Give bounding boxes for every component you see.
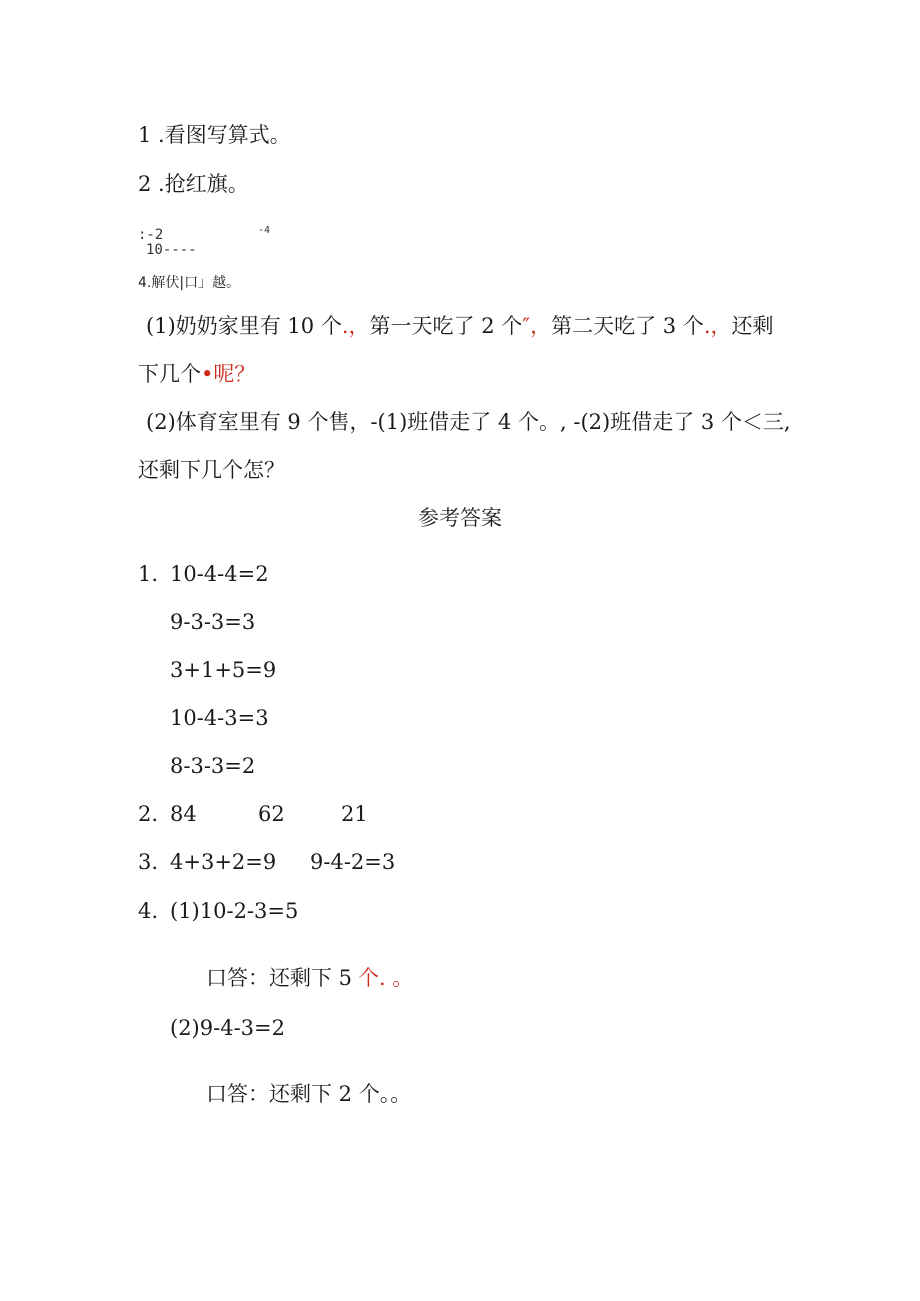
problem-1-text-g: 还剩 (731, 314, 774, 338)
answer-4-part-1-reply-mark: 个. 。 (358, 966, 414, 990)
answer-1-item: 3+1+5=9 (170, 658, 277, 682)
problem-1-text-a: (1)奶奶家里有 10 个 (146, 314, 342, 338)
answer-heading: 参考答案 (418, 506, 502, 530)
problem-1-line-1 (146, 312, 774, 340)
answer-4-part-2: (2)9-4-3=2 (170, 1016, 285, 1040)
problem-2-line-2: 还剩下几个怎？ (138, 458, 285, 482)
question-3-row-2: 10---- (146, 242, 197, 258)
question-3-row-1: :-2 (138, 227, 164, 243)
question-3-superscript: -4 (258, 225, 271, 236)
answer-1-item: 9-3-3=3 (170, 610, 256, 634)
question-2: 2 .抢红旗。 (138, 172, 249, 196)
problem-1-mark-line2b: •呢？ (201, 362, 256, 386)
answer-1-item: 10-4-3=3 (170, 706, 269, 730)
answer-2-item: 62 (258, 802, 285, 826)
problem-1-line-2 (138, 360, 255, 388)
answer-4-part-1-reply-text: 口答：还剩下 5 (206, 966, 353, 990)
question-1: 1 .看图写算式。 (138, 123, 291, 147)
answer-1-item: 8-3-3=2 (170, 754, 256, 778)
problem-1-text-e: 第二天吃了 3 个 (551, 314, 704, 338)
problem-2-line-1: (2)体育室里有 9 个售，-(1)班借走了 4 个。, -(2)班借走了 3 个＜三, (146, 410, 791, 434)
problem-1-mark-d: ″， (522, 314, 552, 338)
answer-4-number: 4. (138, 899, 159, 923)
answer-1-item: 10-4-4=2 (170, 562, 269, 586)
answer-2-item: 21 (341, 802, 368, 826)
answer-4-part-1: (1)10-2-3=5 (170, 899, 299, 923)
answer-2-item: 84 (170, 802, 197, 826)
answer-2-number: 2. (138, 802, 159, 826)
answer-4-part-1-reply (206, 964, 413, 992)
answer-4-part-2-reply: 口答：还剩下 2 个。。 (206, 1082, 412, 1106)
answer-3-item: 9-4-2=3 (310, 850, 396, 874)
problem-1-text-c: 第一天吃了 2 个 (369, 314, 523, 338)
answer-1-number: 1. (138, 562, 159, 586)
problem-1-text-line2a: 下几个 (138, 362, 201, 386)
answer-3-item: 4+3+2=9 (170, 850, 277, 874)
answer-3-number: 3. (138, 850, 159, 874)
problem-1-mark-a: .， (341, 314, 370, 338)
problem-1-mark-f: .， (703, 314, 732, 338)
question-4-title: 4.解伏|口」越。 (138, 275, 241, 291)
